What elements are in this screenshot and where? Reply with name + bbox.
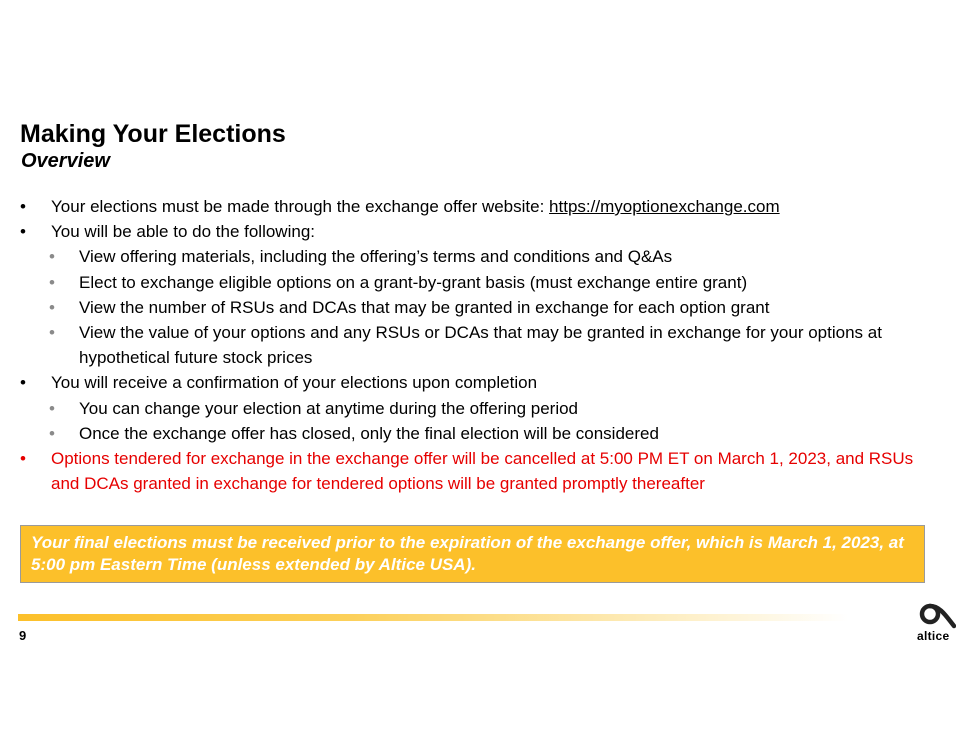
sub-bullet-item xyxy=(20,244,940,269)
bullet-text: Options tendered for exchange in the exchange offer will be cancelled at 5:00 PM ET on March 1, 2023, and RSUs and DCAs granted in exchange for tendered options will be granted promptly thereafter xyxy=(51,449,914,494)
exchange-website-link[interactable]: https://myoptionexchange.com xyxy=(549,197,780,216)
footer-accent-bar xyxy=(18,614,848,621)
deadline-callout xyxy=(20,525,925,583)
bullet-text: You will receive a confirmation of your elections upon completion xyxy=(51,373,538,393)
sub-bullet-item xyxy=(20,320,940,370)
bullet-marker: • xyxy=(20,449,26,469)
sub-bullet-marker: • xyxy=(49,323,55,343)
bullet-list xyxy=(20,194,940,496)
bullet-item xyxy=(20,219,940,244)
sub-bullet-item xyxy=(20,396,940,421)
page-number: 9 xyxy=(19,628,27,643)
bullet-text: View the value of your options and any RSUs or DCAs that may be granted in exchange for your options at hypothetical future stock prices xyxy=(79,323,882,368)
bullet-text: View the number of RSUs and DCAs that may be granted in exchange for each option grant xyxy=(79,297,770,317)
bullet-item xyxy=(20,194,940,219)
sub-bullet-marker: • xyxy=(49,247,55,267)
bullet-text: Once the exchange offer has closed, only the final election will be considered xyxy=(79,423,659,443)
slide-title: Making Your Elections xyxy=(20,120,286,148)
highlight-bullet-item xyxy=(20,446,940,496)
bullet-text: You can change your election at anytime during the offering period xyxy=(79,398,579,418)
bullet-text: Elect to exchange eligible options on a grant-by-grant basis (must exchange entire grant) xyxy=(79,272,748,292)
sub-bullet-item xyxy=(20,295,940,320)
bullet-item xyxy=(20,370,940,395)
sub-bullet-item xyxy=(20,421,940,446)
bullet-text: You will be able to do the following: xyxy=(51,222,315,242)
sub-bullet-marker: • xyxy=(49,423,55,443)
sub-bullet-marker: • xyxy=(49,272,55,292)
bullet-marker: • xyxy=(20,373,26,393)
bullet-text: Your elections must be made through the exchange offer website: xyxy=(51,197,550,216)
bullet-marker: • xyxy=(20,222,26,242)
sub-bullet-marker: • xyxy=(49,297,55,317)
altice-logo-icon xyxy=(918,600,956,630)
sub-bullet-marker: • xyxy=(49,398,55,418)
callout-text: Your final elections must be received prior to the expiration of the exchange offer, which is March 1, 2023, at 5:00 pm Eastern Time (unless extended by Altice USA). xyxy=(31,533,904,574)
bullet-text: View offering materials, including the offering’s terms and conditions and Q&As xyxy=(79,247,673,267)
bullet-marker: • xyxy=(20,197,26,216)
altice-logo-text: altice xyxy=(917,629,950,643)
slide-subtitle: Overview xyxy=(21,150,110,172)
sub-bullet-item xyxy=(20,270,940,295)
